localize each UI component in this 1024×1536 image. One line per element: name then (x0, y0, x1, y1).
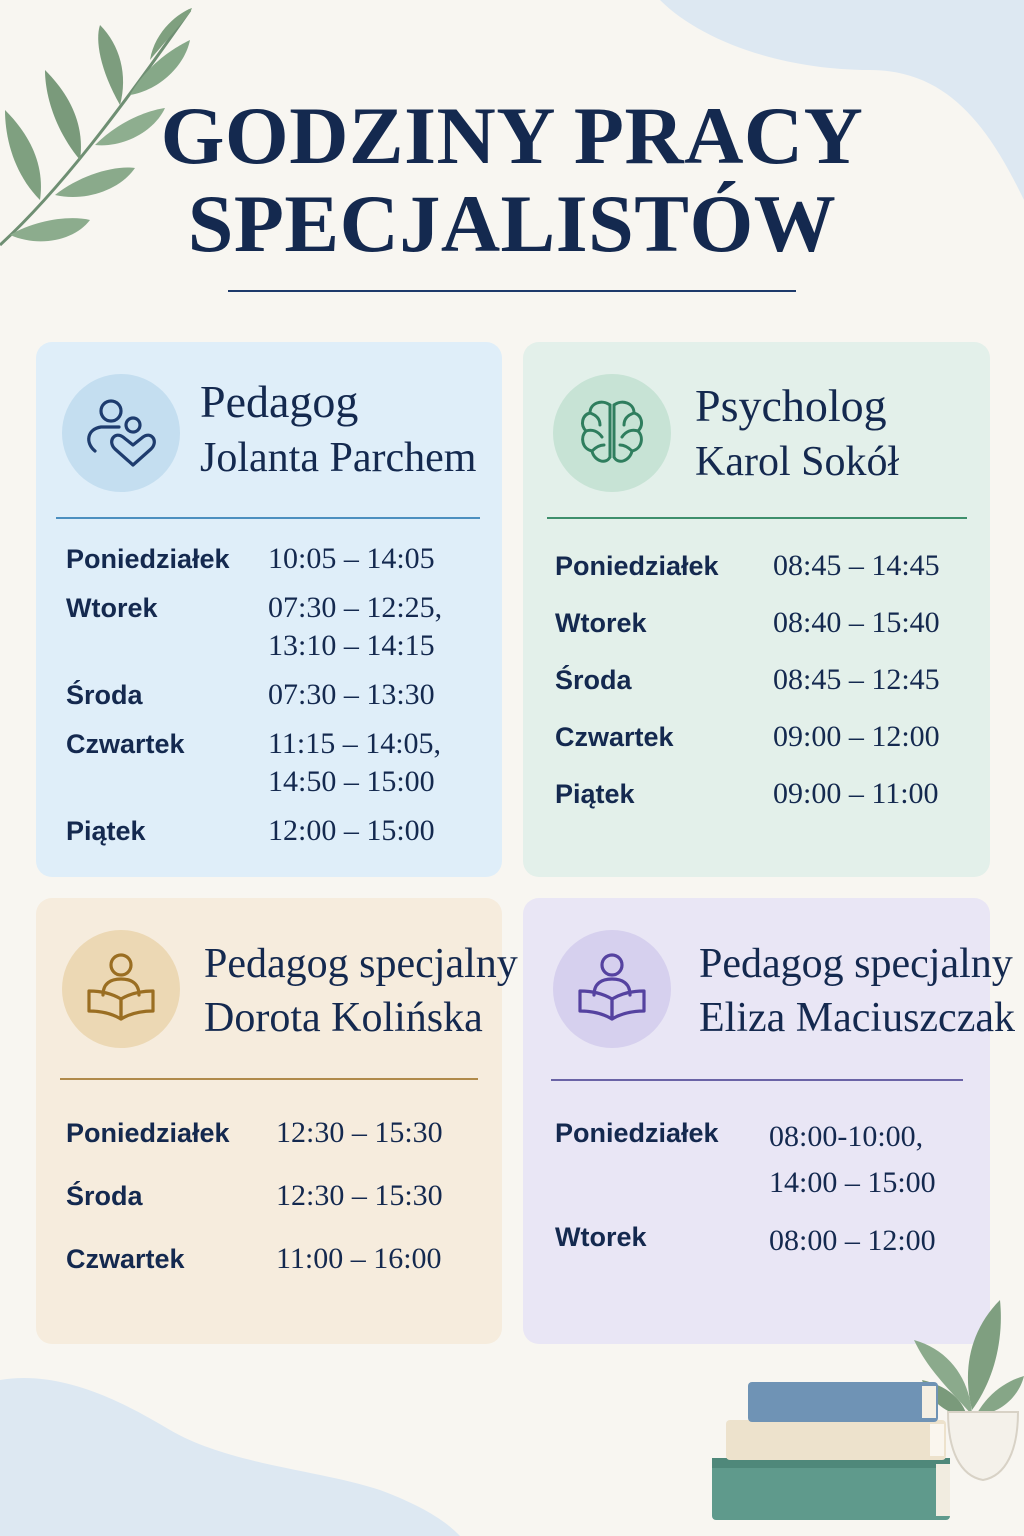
hours-range: 10:05 – 14:05 (268, 542, 435, 575)
schedule-day: Poniedziałek (66, 544, 230, 574)
schedule-hours (769, 1218, 936, 1264)
schedule-day: Piątek (66, 816, 146, 846)
schedule-day: Wtorek (66, 593, 158, 623)
leaf-branch-decoration (0, 0, 200, 260)
specialist-card-pedagog (36, 342, 502, 877)
specialist-role: Pedagog specjalny (204, 941, 518, 987)
schedule-hours (773, 604, 940, 642)
hours-range: 09:00 – 11:00 (773, 777, 939, 810)
schedule-day: Wtorek (555, 608, 647, 638)
specialist-name: Karol Sokół (695, 439, 900, 485)
schedule-day: Poniedziałek (555, 551, 719, 581)
schedule-hours (276, 1177, 443, 1215)
schedule-hours (268, 676, 435, 714)
specialist-card-pedagog-specjalny-1 (36, 898, 518, 1344)
schedule-row (66, 676, 442, 714)
schedule-hours (773, 547, 940, 585)
hours-range: 12:30 – 15:30 (276, 1116, 443, 1149)
schedule-day: Środa (66, 1181, 143, 1211)
schedule-day: Poniedziałek (555, 1118, 719, 1148)
schedule-hours (268, 725, 441, 801)
schedule-row (555, 775, 940, 813)
schedule-hours (773, 775, 939, 813)
title-underline (228, 290, 796, 292)
specialist-card-pedagog-specjalny-2 (523, 898, 1015, 1344)
schedule-row (555, 1218, 936, 1264)
books-and-plant-decoration (700, 1280, 1024, 1536)
schedule-row (555, 547, 940, 585)
hours-range: 13:10 – 14:15 (268, 629, 435, 662)
schedule-row (66, 725, 442, 801)
specialist-role: Pedagog (200, 376, 359, 427)
specialist-card-psycholog (523, 342, 990, 877)
schedule-hours (773, 718, 940, 756)
hours-range: 08:45 – 14:45 (773, 549, 940, 582)
hours-range: 07:30 – 12:25, (268, 591, 443, 624)
schedule-table (66, 540, 442, 861)
hours-range: 11:00 – 16:00 (276, 1242, 442, 1275)
background-blob-bottom-left (0, 1370, 460, 1536)
card-divider (551, 1079, 963, 1081)
schedule-hours (268, 812, 435, 850)
schedule-row (555, 1114, 936, 1206)
schedule-day: Środa (555, 665, 632, 695)
schedule-table (555, 547, 940, 832)
specialist-role: Pedagog specjalny (699, 941, 1013, 987)
schedule-hours (268, 540, 435, 578)
schedule-hours (276, 1240, 442, 1278)
brain-icon (553, 374, 671, 492)
schedule-row (555, 604, 940, 642)
schedule-row (66, 812, 442, 850)
schedule-day: Poniedziałek (66, 1118, 230, 1148)
hours-range: 12:00 – 15:00 (268, 814, 435, 847)
person-book-icon (553, 930, 671, 1048)
specialist-name: Eliza Maciuszczak (699, 995, 1015, 1041)
schedule-hours (769, 1114, 936, 1206)
hours-range: 08:00 – 12:00 (769, 1224, 936, 1257)
schedule-row (66, 540, 442, 578)
schedule-row (555, 661, 940, 699)
page-title-line-1: GODZINY PRACY (160, 90, 864, 181)
hours-range: 08:45 – 12:45 (773, 663, 940, 696)
schedule-day: Czwartek (66, 1244, 185, 1274)
specialist-name: Jolanta Parchem (200, 435, 477, 481)
specialist-role: Psycholog (695, 380, 887, 431)
schedule-day: Czwartek (66, 729, 185, 759)
schedule-hours (773, 661, 940, 699)
hours-range: 07:30 – 13:30 (268, 678, 435, 711)
schedule-row (66, 589, 442, 665)
card-divider (56, 517, 480, 519)
hours-range: 09:00 – 12:00 (773, 720, 940, 753)
card-divider (547, 517, 967, 519)
schedule-hours (276, 1114, 443, 1152)
person-heart-icon (62, 374, 180, 492)
schedule-day: Piątek (555, 779, 635, 809)
hours-range: 08:00-10:00, (769, 1120, 924, 1153)
schedule-hours (268, 589, 442, 665)
page-title-line-2: SPECJALISTÓW (187, 178, 837, 269)
specialist-name: Dorota Kolińska (204, 995, 483, 1041)
schedule-table (555, 1114, 936, 1276)
hours-range: 14:50 – 15:00 (268, 765, 435, 798)
schedule-table (66, 1114, 443, 1303)
schedule-day: Środa (66, 680, 143, 710)
card-divider (60, 1078, 478, 1080)
hours-range: 11:15 – 14:05, (268, 727, 442, 760)
schedule-day: Wtorek (555, 1222, 647, 1252)
schedule-row (66, 1240, 443, 1278)
schedule-row (66, 1114, 443, 1152)
schedule-row (555, 718, 940, 756)
schedule-row (66, 1177, 443, 1215)
person-book-icon (62, 930, 180, 1048)
hours-range: 12:30 – 15:30 (276, 1179, 443, 1212)
hours-range: 08:40 – 15:40 (773, 606, 940, 639)
hours-range: 14:00 – 15:00 (769, 1166, 936, 1199)
schedule-day: Czwartek (555, 722, 674, 752)
